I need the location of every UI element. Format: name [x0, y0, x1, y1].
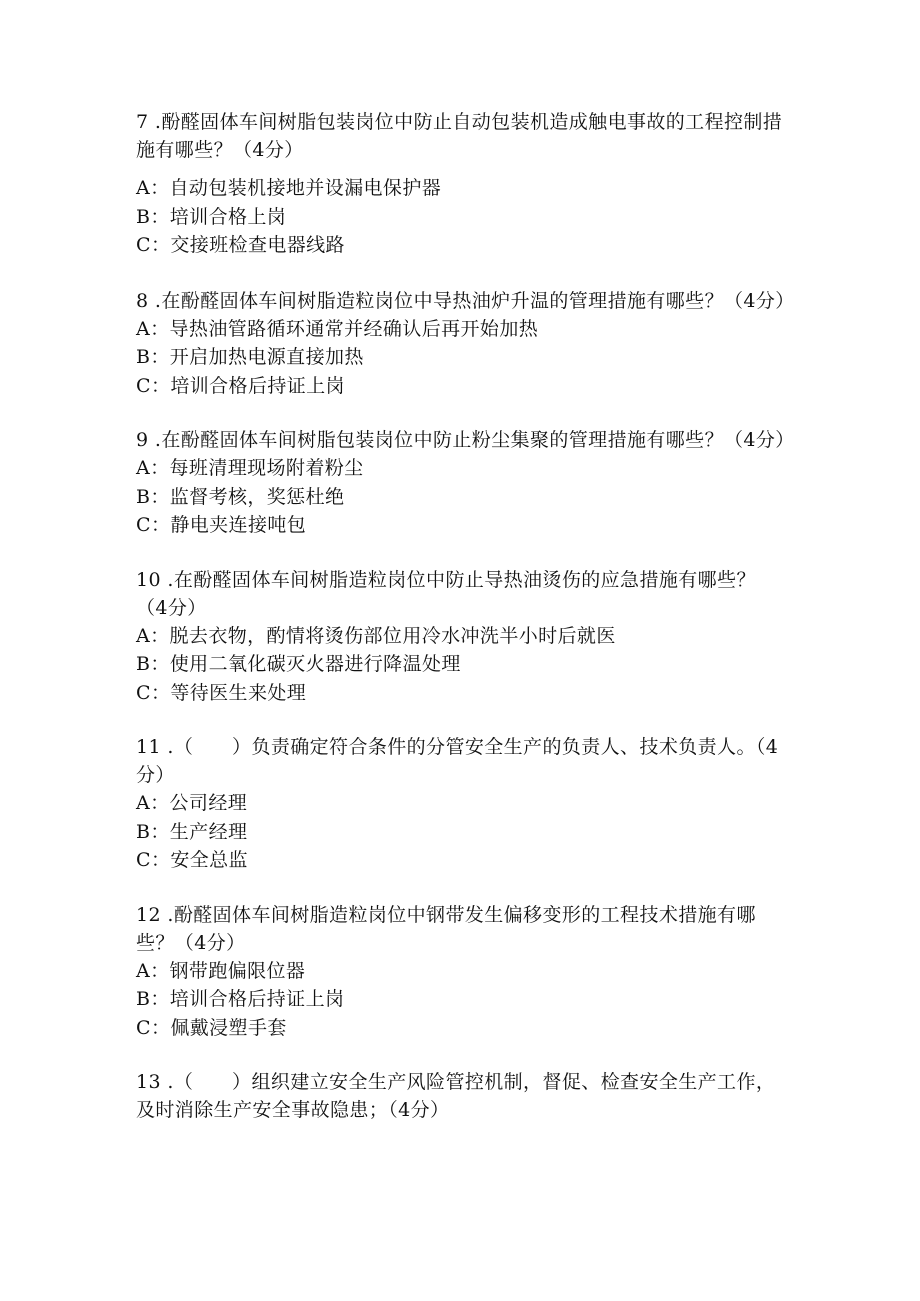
option-c: C：佩戴浸塑手套	[136, 1016, 287, 1039]
option-list	[136, 174, 786, 260]
option-b: B：开启加热电源直接加热	[136, 346, 364, 368]
option-a: A：自动包装机接地并设漏电保护器	[136, 177, 442, 199]
question-stem: 7 .酚醛固体车间树脂包装岗位中防止自动包装机造成触电事故的工程控制措施有哪些？（4分）	[136, 111, 783, 161]
option-a: A：公司经理	[136, 792, 248, 814]
option-list	[136, 622, 786, 708]
option-b: B：使用二氧化碳灭火器进行降温处理	[136, 653, 461, 675]
question-stem: 13 .（ ）组织建立安全生产风险管控机制，督促、检查安全生产工作，及时消除生产安全事故隐患；（4分）	[136, 1071, 776, 1121]
option-c: C：培训合格后持证上岗	[136, 374, 345, 397]
option-a: A：导热油管路循环通常并经确认后再开始加热	[136, 317, 539, 340]
option-b: B：培训合格后持证上岗	[136, 988, 345, 1010]
question-8	[136, 287, 795, 401]
question-13	[136, 1068, 786, 1124]
option-c: C：静电夹连接吨包	[136, 514, 307, 536]
document-page	[136, 108, 795, 1124]
option-c: C：等待医生来处理	[136, 681, 307, 704]
option-list	[136, 315, 786, 401]
option-c: C：安全总监	[136, 849, 248, 871]
option-b: B：培训合格上岗	[136, 205, 287, 228]
option-c: C：交接班检查电器线路	[136, 234, 345, 256]
option-b: B：生产经理	[136, 820, 248, 843]
option-a: A：每班清理现场附着粉尘	[136, 457, 364, 479]
question-9	[136, 426, 795, 540]
question-7	[136, 108, 786, 260]
option-b: B：监督考核，奖惩杜绝	[136, 485, 345, 508]
question-stem: 12 .酚醛固体车间树脂造粒岗位中钢带发生偏移变形的工程技术措施有哪些？（4分）	[136, 903, 756, 954]
question-stem: 9 .在酚醛固体车间树脂包装岗位中防止粉尘集聚的管理措施有哪些？（4分）	[136, 429, 795, 451]
question-stem: 11 .（ ）负责确定符合条件的分管安全生产的负责人、技术负责人。（4分）	[136, 736, 779, 786]
option-a: A：脱去衣物，酌情将烫伤部位用冷水冲洗半小时后就医	[136, 624, 616, 647]
option-list	[136, 454, 786, 540]
question-stem: 8 .在酚醛固体车间树脂造粒岗位中导热油炉升温的管理措施有哪些？（4分）	[136, 289, 795, 312]
option-a: A：钢带跑偏限位器	[136, 959, 306, 982]
option-list	[136, 957, 786, 1043]
option-list	[136, 789, 786, 875]
question-10	[136, 566, 786, 708]
question-12	[136, 901, 786, 1043]
question-11	[136, 733, 786, 875]
question-stem: 10 .在酚醛固体车间树脂造粒岗位中防止导热油烫伤的应急措施有哪些？（4分）	[136, 568, 756, 619]
